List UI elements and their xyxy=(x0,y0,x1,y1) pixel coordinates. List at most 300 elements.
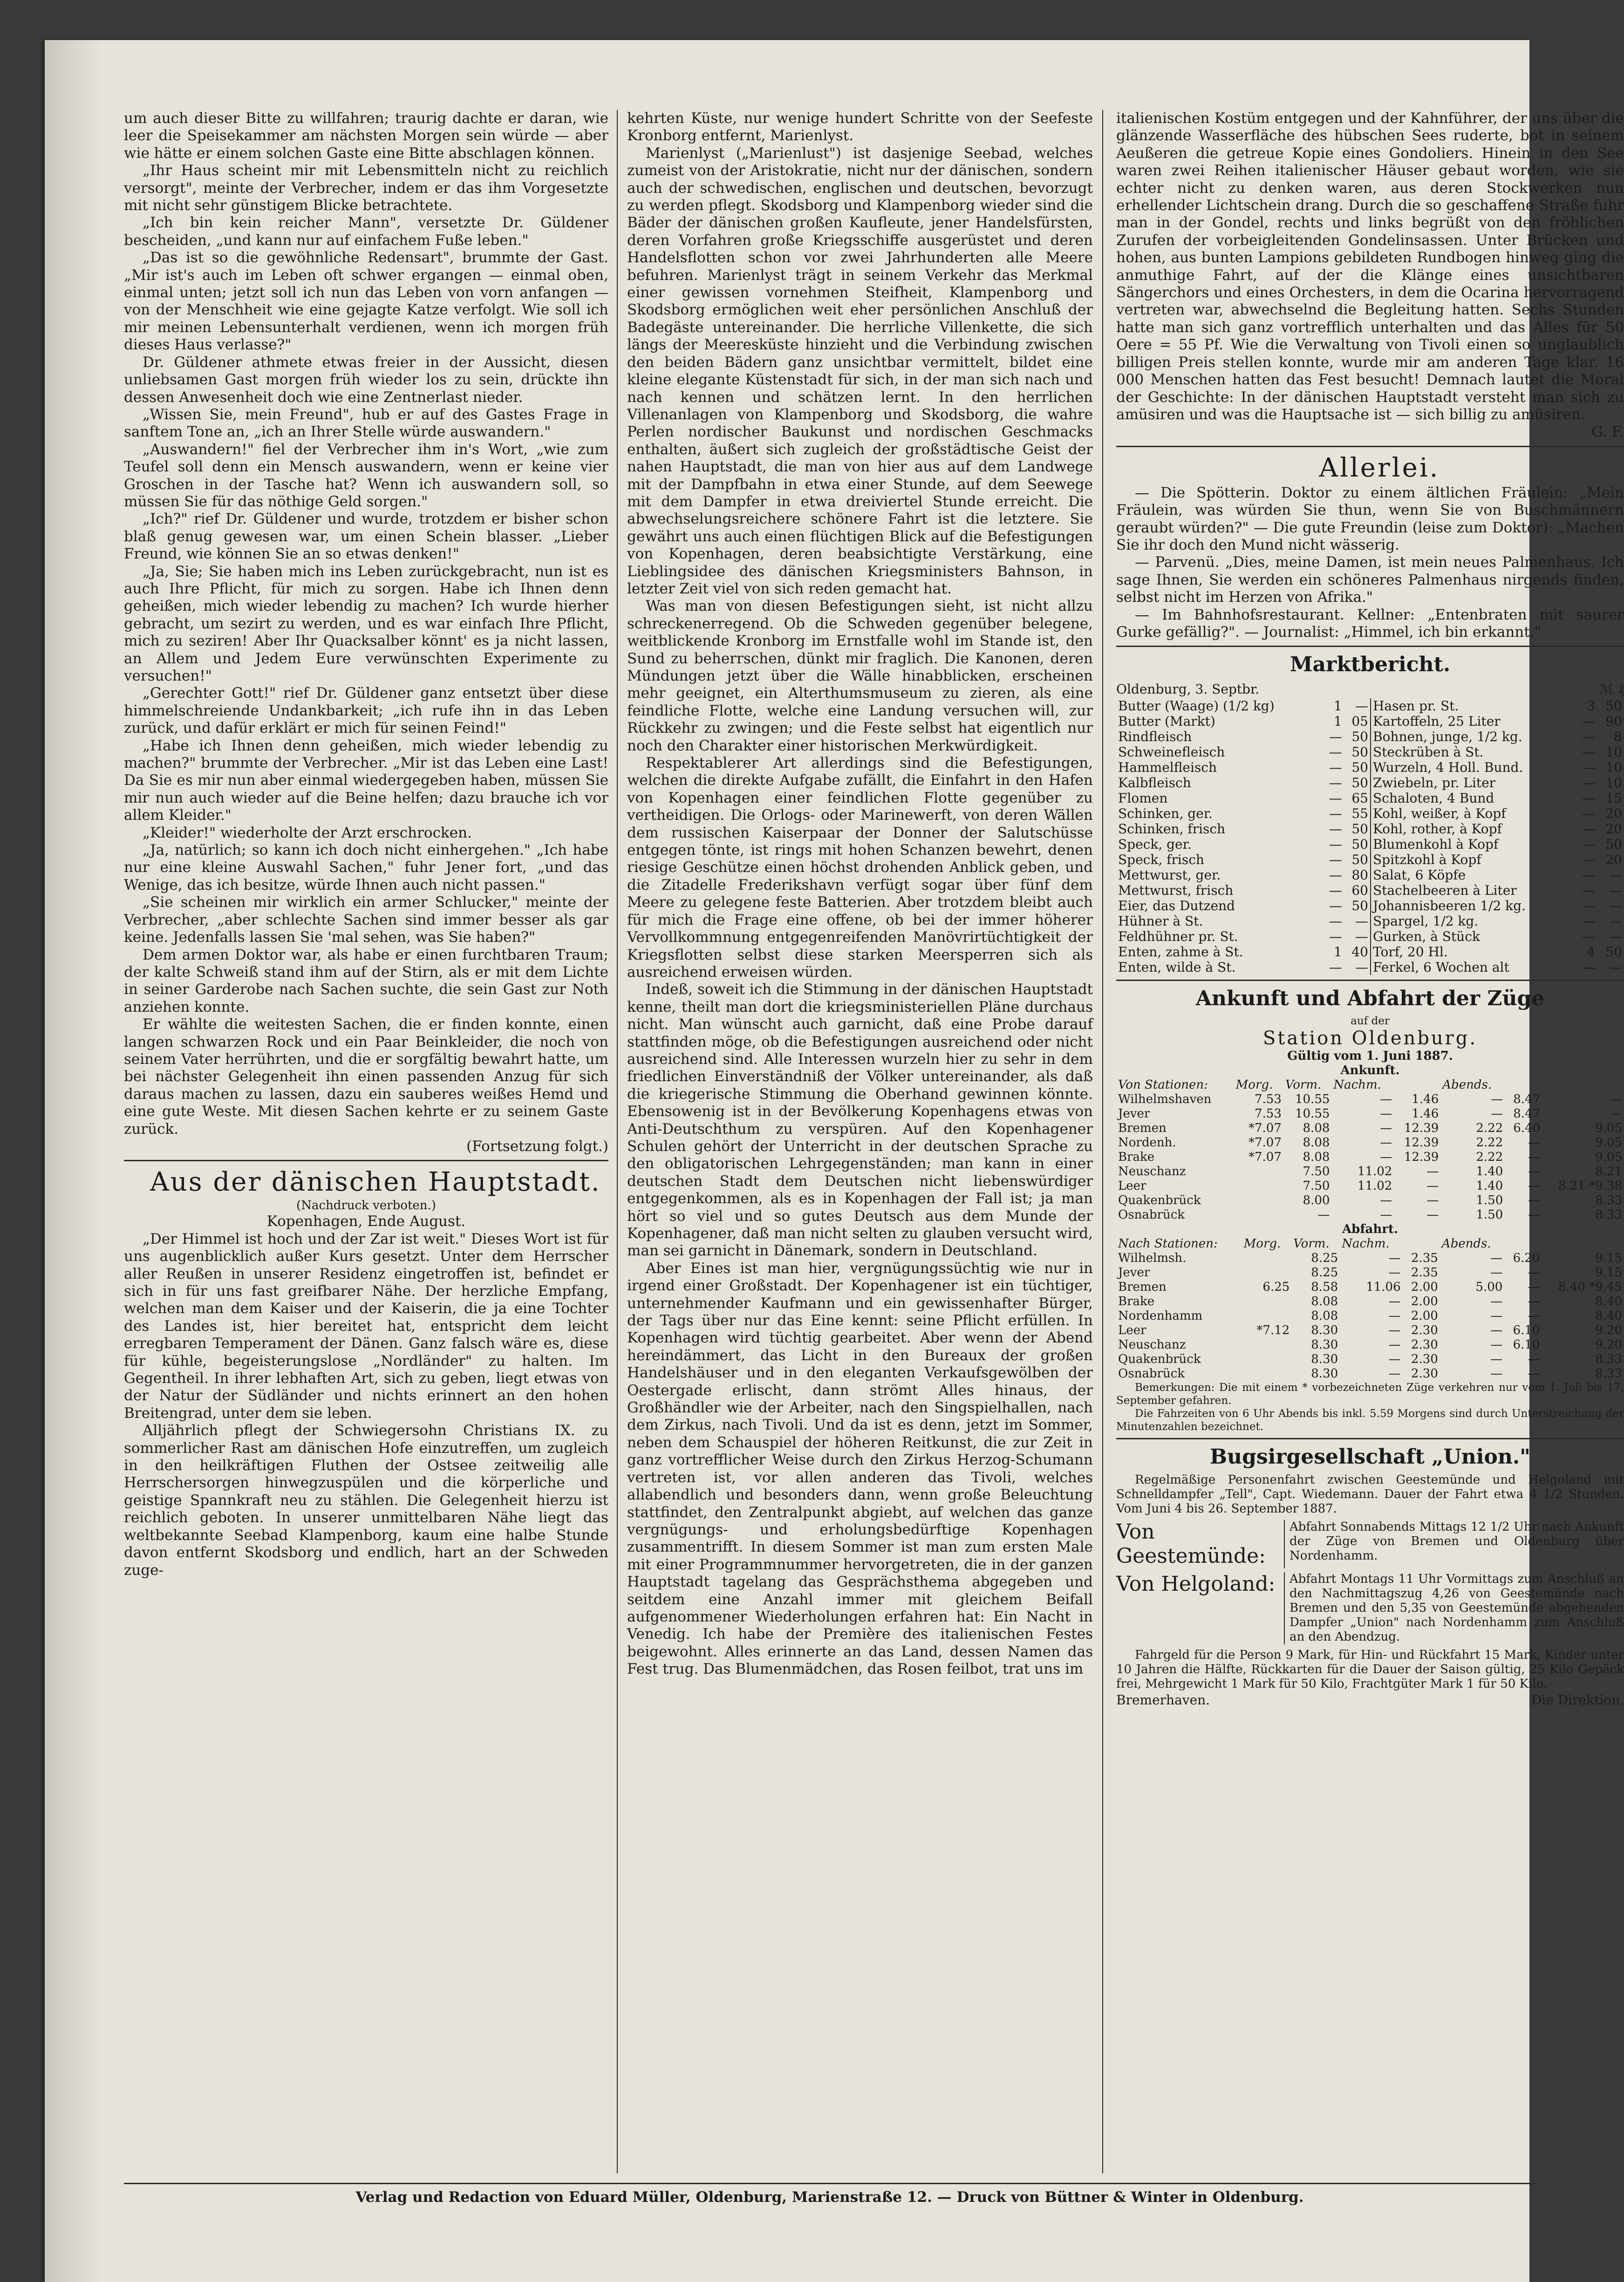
table-cell: 40 xyxy=(1351,944,1368,960)
table-cell: 2.30 xyxy=(1411,1337,1438,1352)
table-cell: — xyxy=(1329,913,1342,929)
table-cell: 11.06 xyxy=(1366,1280,1401,1294)
table-cell: — xyxy=(1388,1251,1401,1265)
table-cell: Kalbfleisch xyxy=(1118,775,1191,790)
table-cell: — xyxy=(1528,1164,1541,1178)
paragraph: Dem armen Doktor war, als habe er einen furchtbaren Traum; der kalte Schweiß stand ihm auf der Stirn, als er mit dem Lichte in seiner Garderobe nach Sachen suchte, die sein Gast zur Noth anziehen konnte. xyxy=(124,946,608,1015)
table-cell: — xyxy=(1582,928,1596,944)
table-cell: — xyxy=(1380,1207,1392,1222)
table-row xyxy=(1371,944,1624,960)
section-divider xyxy=(1116,980,1624,981)
table-cell: Butter (Markt) xyxy=(1118,713,1215,729)
table-row xyxy=(1371,790,1624,806)
table-cell: 8.47 xyxy=(1513,1092,1541,1106)
table-cell: 8.33 xyxy=(1595,1193,1622,1207)
table-row xyxy=(1371,837,1624,852)
table-row xyxy=(1371,729,1624,744)
table-cell: 10.55 xyxy=(1295,1092,1330,1106)
table-cell: Kohl, weißer, à Kopf xyxy=(1373,805,1506,821)
table-cell: — xyxy=(1491,1092,1503,1106)
table-cell: — xyxy=(1582,836,1596,852)
column-header: Abends. xyxy=(1442,1077,1492,1092)
paragraph: Er wählte die weitesten Sachen, die er finden konnte, einen langen schwarzen Rock und ein Paar Beinkleider, die noch von seinem Vater herrührten, und die er sorgfältig bewahrt hatte, um bei nächster Gelegenheit ihn einen passenden Anzug für sich daraus machen zu lassen, dazu ein sauberes weißes Hemd und eine gute Weste. Mit diesen Sachen kehrte er zu seinem Gaste zurück. xyxy=(124,1016,608,1138)
table-cell: Hammelfleisch xyxy=(1118,759,1217,775)
table-cell: Leer xyxy=(1118,1178,1146,1193)
table-cell: 8.40 xyxy=(1595,1308,1622,1323)
table-cell: 7.53 xyxy=(1255,1106,1282,1121)
table-cell: Spitzkohl à Kopf xyxy=(1373,851,1481,867)
table-cell: 6.25 xyxy=(1262,1280,1290,1294)
table-row xyxy=(1116,837,1370,852)
column-3 xyxy=(1116,110,1624,2176)
market-date: Oldenburg, 3. Septbr. xyxy=(1116,681,1260,697)
table-cell: 1.40 xyxy=(1476,1164,1503,1178)
article-signature: G. F. xyxy=(1591,423,1624,441)
table-cell: — xyxy=(1610,1092,1622,1106)
table-cell: 1.40 xyxy=(1476,1178,1503,1193)
table-cell: 8.08 xyxy=(1311,1294,1338,1308)
table-cell: Quakenbrück xyxy=(1118,1352,1201,1366)
table-cell: Torf, 20 Hl. xyxy=(1373,944,1448,960)
table-cell: 2.22 xyxy=(1476,1121,1503,1135)
table-cell: 15 xyxy=(1605,790,1622,806)
column-header: Nachm. xyxy=(1342,1236,1390,1251)
table-cell: 2.30 xyxy=(1411,1366,1438,1381)
table-cell: Feldhühner pr. St. xyxy=(1118,928,1238,944)
ship-intro: Regelmäßige Personenfahrt zwischen Geestemünde und Helgoland mit Schnelldampfer „Tell", Capt. Wiedemann. Dauer der Fahrt etwa 4 1/2 Stunden. Vom Juni 4 bis 26. September 1887. xyxy=(1116,1472,1624,1516)
table-cell: 2.00 xyxy=(1411,1294,1438,1308)
paragraph: Alljährlich pflegt der Schwiegersohn Christians IX. zu sommerlicher Rast am dänischen Hofe einzutreffen, um zugleich in den heilkräftigen Fluthen der Ostsee zeitweilig alle Herrschersorgen hinwegzuspülen und die körperliche und geistige Spannkraft neu zu stählen. Die Gelegenheit hierzu ist reichlich geboten. In unserer unmittelbaren Nähe liegt das weltbekannte Seebad Klampenborg, kaum eine halbe Stunde davon entfernt Skodsborg und endlich, hart an der Schweden zuge- xyxy=(124,1422,608,1579)
table-row xyxy=(1116,1266,1624,1280)
table-row xyxy=(1116,960,1370,975)
table-row xyxy=(1371,929,1624,944)
table-cell: — xyxy=(1582,713,1596,729)
table-cell: — xyxy=(1490,1352,1503,1366)
table-row xyxy=(1371,852,1624,867)
table-cell: — xyxy=(1355,698,1368,714)
ship-route-row xyxy=(1116,1520,1624,1568)
imprint-footer: Verlag und Redaction von Eduard Müller, Oldenburg, Marienstraße 12. — Druck von Büttner & Winter in Oldenburg. xyxy=(124,2183,1535,2206)
table-cell: — xyxy=(1528,1366,1540,1381)
ship-route-row xyxy=(1116,1572,1624,1644)
table-cell: Gurken, à Stück xyxy=(1373,928,1480,944)
market-table-right xyxy=(1370,698,1624,975)
table-cell: — xyxy=(1490,1294,1503,1308)
table-row xyxy=(1371,913,1624,929)
table-cell: Spargel, 1/2 kg. xyxy=(1373,913,1479,929)
table-cell: — xyxy=(1491,1106,1503,1121)
table-row xyxy=(1116,729,1370,744)
table-cell: — xyxy=(1609,898,1622,913)
table-cell: 3 xyxy=(1587,698,1596,714)
table-cell: 8.33 xyxy=(1595,1366,1622,1381)
table-cell: — xyxy=(1355,928,1368,944)
table-cell: 50 xyxy=(1605,698,1622,714)
table-cell: — xyxy=(1528,1352,1540,1366)
table-cell: 2.35 xyxy=(1411,1265,1438,1280)
table-cell: 1.50 xyxy=(1476,1193,1503,1207)
table-cell: Mettwurst, ger. xyxy=(1118,867,1221,883)
table-row xyxy=(1116,760,1370,775)
table-row xyxy=(1116,898,1370,913)
table-cell: Wilhelmshaven xyxy=(1118,1092,1212,1106)
table-row xyxy=(1371,744,1624,760)
section-divider xyxy=(1116,446,1624,447)
table-cell xyxy=(1242,1338,1292,1352)
column-header xyxy=(1403,1237,1440,1251)
table-cell: Leer xyxy=(1118,1323,1146,1337)
table-cell: 50 xyxy=(1351,851,1368,867)
table-cell: 20 xyxy=(1605,851,1622,867)
table-cell: — xyxy=(1329,882,1342,898)
table-cell: Jever xyxy=(1118,1265,1150,1280)
column-header: Vorm. xyxy=(1293,1236,1330,1251)
table-row xyxy=(1116,1107,1624,1121)
paragraph: italienischen Kostüm entgegen und der Kahnführer, der uns über die glänzende Wasserfläche des hübschen Sees ruderte, bot in seinem Aeußeren die getreue Kopie eines Gondoliers. Hinein in den See waren zwei Reihen italienischer Häuser gebaut worden, wie sie echter nicht zu denken waren, aus deren Stockwerken nun erhellender Lichtschein drang. Durch die so geschaffene Straße fuhr man in der Gondel, rechts und links begrüßt von den fröhlichen Zurufen der vorbeigleitenden Gondelinsassen. Unter Brücken und hohen, aus bunten Lampions gebildeten Rundbogen hinweg ging die anmuthige Fahrt, auf der die Klänge eines unsichtbaren Sängerchors und eines Orchesters, in dem die Ocarina hervorragend vertreten war, abwechselnd die Begleitung hatten. Sechs Stunden hatte man sich ganz vortrefflich unterhalten und das Alles für 50 Oere = 55 Pf. Wie die Verwaltung von Tivoli einen so unglaublich billigen Preis stellen konnte, wurde mir am anderen Tage klar. 16 000 Menschen hatten das Fest besucht! Demnach lautet die Moral der Geschichte: In der dänischen Hauptstadt versteht man sich zu amüsiren und was die Hauptsache ist — sich billig zu amüsiren. xyxy=(1116,110,1624,423)
column-1 xyxy=(124,110,608,2176)
table-cell xyxy=(1242,1367,1292,1381)
table-cell: 8.30 xyxy=(1311,1366,1338,1381)
section-divider xyxy=(1116,646,1624,647)
table-cell: 50 xyxy=(1605,836,1622,852)
paragraph: „Ja, natürlich; so kann ich doch nicht einhergehen." „Ich habe nur eine kleine Auswahl Sachen," fuhr Jener fort, „und das Wenige, das ich besitze, würde Ihnen auch nicht passen." xyxy=(124,842,608,893)
table-cell: Salat, 6 Köpfe xyxy=(1373,867,1466,883)
table-cell xyxy=(1242,1251,1292,1266)
table-cell: 10 xyxy=(1605,744,1622,760)
paragraph: Dr. Güldener athmete etwas freier in der Aussicht, diesen unliebsamen Gast morgen früh wieder los zu sein, drückte ihn dessen Anwesenheit doch wie eine Zentnerlast nieder. xyxy=(124,354,608,406)
table-cell: — xyxy=(1490,1251,1503,1265)
table-cell: — xyxy=(1609,959,1622,975)
table-cell: — xyxy=(1329,775,1342,790)
table-cell: 1 xyxy=(1333,698,1342,714)
table-cell: — xyxy=(1388,1337,1401,1352)
table-row xyxy=(1371,760,1624,775)
paragraph: „Wissen Sie, mein Freund", hub er auf des Gastes Frage in sanftem Tone an, „ich an Ihrer Stelle würde auswandern." xyxy=(124,406,608,441)
column-header xyxy=(1394,1078,1440,1092)
table-row xyxy=(1116,698,1370,714)
table-cell: — xyxy=(1490,1366,1503,1381)
station-name: Station Oldenburg. xyxy=(1262,1027,1478,1049)
table-cell: 1.50 xyxy=(1476,1207,1503,1222)
table-cell: 2.35 xyxy=(1411,1251,1438,1265)
trains-note: Die Fahrzeiten von 6 Uhr Abends bis inkl. 5.59 Morgens sind durch Unterstreichung der Minutenzahlen bezeichnet. xyxy=(1116,1407,1624,1433)
section-divider xyxy=(1116,1438,1624,1439)
table-cell: 90 xyxy=(1605,713,1622,729)
table-row xyxy=(1371,883,1624,898)
table-cell xyxy=(1242,1309,1292,1323)
table-cell: 7.53 xyxy=(1255,1092,1282,1106)
table-cell: — xyxy=(1609,882,1622,898)
table-row xyxy=(1116,1352,1624,1367)
table-cell: 8.08 xyxy=(1303,1150,1330,1164)
paragraph: „Kleider!" wiederholte der Arzt erschrocken. xyxy=(143,824,472,841)
paragraph: Respektablerer Art allerdings sind die Befestigungen, welchen die direkte Aufgabe zufällt, die Einfahrt in den Hafen von Kopenhagen einer feindlichen Flotte gegenüber zu vertheidigen. Die Orlogs- oder Marinewerft, von deren Wällen dem russischen Kaiserpaar der Donner der Salutschüsse entgegen tönte, ist rings mit hohen Schanzen bewehrt, denen riesige Geschütze einen höchst drohenden Anblick geben, und die Zitadelle Frederikshavn verfügt sogar über fünf dem Meere zu gelegene feste Batterien. Aber trotzdem bleibt auch für mich die Frage eine offene, ob bei der immer höherer Vervollkommnung entgegenreifenden Manövrirtüchtigkeit der Kriegsflotten selbst diese starken Meersperren sich als ausreichend erweisen würden. xyxy=(627,755,1093,981)
paragraph: „Das ist so die gewöhnliche Redensart", brummte der Gast. „Mir ist's auch im Leben oft schwer ergangen — einmal oben, einmal unten; jetzt soll ich nun das Leben von vorn anfangen — von der Menschheit wie eine gejagte Katze verfolgt. Wie soll ich mir meinen Lebensunterhalt verdienen, wenn ich morgen früh dieses Haus verlasse?" xyxy=(124,249,608,354)
table-cell: — xyxy=(1380,1150,1392,1164)
article-title: Aus der dänischen Hauptstadt. xyxy=(150,1167,601,1198)
table-cell: 11.02 xyxy=(1357,1178,1392,1193)
table-cell: 6.10 xyxy=(1513,1323,1540,1337)
table-row xyxy=(1116,929,1370,944)
table-cell: 1.46 xyxy=(1412,1092,1439,1106)
table-row xyxy=(1116,1092,1624,1107)
table-cell: 4 xyxy=(1587,944,1596,960)
table-cell: 8.47 xyxy=(1513,1106,1541,1121)
table-cell: Bremen xyxy=(1118,1121,1167,1135)
table-cell: Neuschanz xyxy=(1118,1164,1186,1178)
table-row xyxy=(1116,1136,1624,1150)
table-cell: — xyxy=(1329,898,1342,913)
table-row xyxy=(1371,898,1624,913)
table-cell: 9.20 xyxy=(1595,1323,1622,1337)
ship-fares: Fahrgeld für die Person 9 Mark, für Hin- und Rückfahrt 15 Mark, Kinder unter 10 Jahren die Hälfte, Rückkarten für die Dauer der Saison gültig, 25 Kilo Gepäck frei, Mehrgewicht 1 Mark für 50 Kilo, Frachtgüter Mark 1 für 50 Kilo. xyxy=(1116,1648,1624,1691)
paragraph: Marienlyst („Marienlust") ist dasjenige Seebad, welches zumeist von der Aristokratie, nicht nur der dänischen, sondern auch der schwedischen, englischen und deutschen, bevorzugt zu werden pflegt. Skodsborg und Klampenborg wieder sind die Bäder der dänischen großen Kaufleute, jener Handelsfürsten, deren Vorfahren große Kriegsschiffe ausgerüstet und deren Handelsflotten schon vor zwei Jahrhunderten alle Meere befuhren. Marienlyst trägt in seinem Verkehr das Merkmal einer gewissen vornehmen Steifheit, Klampenborg und Skodsborg ermöglichen weit eher persönlichen Anschluß der Badegäste untereinander. Die herrliche Villenkette, die sich längs der Meeresküste hinzieht und die Verbindung zwischen den beiden Bädern ganz unsichtbar vermittelt, bildet eine kleine elegante Küstenstadt für sich, in der man sich nach und nach kennen und schätzen lernt. In den herrlichen Villenanlagen von Klampenborg und Skodsborg, die wahre Perlen nordischer Baukunst und nordischen Geschmacks enthalten, äußert sich zugleich der großstädtische Geist der nahen Hauptstadt, die man von hier aus auf dem Landwege mit der Dampfbahn in etwa einer Stunde, auf dem Seewege mit dem Dampfer in etwa dreiviertel Stunde erreicht. Die abwechselungsreichere schönere Fahrt ist die letztere. Sie gewährt uns auch einen flüchtigen Blick auf die Befestigungen von Kopenhagen, deren beabsichtigte Verstärkung, eine Lieblingsidee des dänischen Kriegsministers Bahnson, in letzter Zeit viel von sich reden gemacht hat. xyxy=(627,144,1093,597)
table-cell: 11.02 xyxy=(1357,1164,1392,1178)
anecdote: — Im Bahnhofsrestaurant. Kellner: „Entenbraten mit saurer Gurke gefällig?". — Journalist: „Himmel, ich bin erkannt." xyxy=(1116,606,1624,640)
anecdote: — Parvenü. „Dies, meine Damen, ist mein neues Palmenhaus. Ich sage Ihnen, Sie werden ein schöneres Palmenhaus nirgends finden, selbst nicht im Herzen von Afrika." xyxy=(1116,554,1624,606)
table-cell: — xyxy=(1329,790,1342,806)
table-row xyxy=(1116,1294,1624,1309)
trains-title: Ankunft und Abfahrt der Züge xyxy=(1195,986,1545,1010)
table-cell: 8.21 xyxy=(1595,1164,1622,1178)
table-cell: — xyxy=(1355,959,1368,975)
table-cell: Blumenkohl à Kopf xyxy=(1373,836,1499,852)
newspaper-page xyxy=(45,40,1624,2282)
arrival-heading: Ankunft. xyxy=(1340,1063,1400,1077)
table-row xyxy=(1116,1121,1624,1136)
table-cell: — xyxy=(1329,821,1342,837)
departure-heading: Abfahrt. xyxy=(1342,1222,1399,1236)
continuation-note: (Fortsetzung folgt.) xyxy=(466,1138,608,1155)
paragraph: Indeß, soweit ich die Stimmung in der dänischen Hauptstadt kenne, theilt man dort die kriegsministeriellen Pläne durchaus nicht. Man wünscht auch garnicht, daß eine Probe darauf stattfinden möge, ob die Befestigungen ausreichend oder nicht ausreichend sind. Alle Interessen wurzeln hier zu sehr in dem friedlichen Einverständniß der Völker untereinander, als daß die kriegerische Stimmung die Oberhand gewinnen könnte. Ebensowenig ist in der Bevölkerung Kopenhagens etwas von Anti-Deutschthum zu verspüren. Auf den Kopenhagener Schulen gehört der Unterricht in der deutschen Sprache zu den obligatorischen Lehrgegenständen; man kann in einer deutschen Stadt dem Deutschen nicht liebenswürdiger entgegenkommen, als es in Kopenhagen der Fall ist; ja man hört so viel und so gutes Deutsch aus dem Munde der Kopenhagener, daß man nicht selten zu glauben versucht wird, man sei garnicht in Dänemark, sondern in Deutschland. xyxy=(627,981,1093,1260)
table-cell: *7.12 xyxy=(1256,1323,1290,1337)
table-cell: 12.39 xyxy=(1404,1135,1439,1150)
paragraph: um auch dieser Bitte zu willfahren; traurig dachte er daran, wie leer die Speisekammer am nächsten Morgen sein würde — aber wie hätte er einem solchen Gaste eine Bitte abschlagen können. xyxy=(124,110,608,162)
table-cell: Speck, ger. xyxy=(1118,836,1192,852)
table-cell: — xyxy=(1329,928,1342,944)
table-cell: 8.25 xyxy=(1311,1251,1338,1265)
table-cell: Hühner à St. xyxy=(1118,913,1203,929)
trains-subtitle: auf der xyxy=(1351,1015,1390,1027)
table-cell: Eier, das Dutzend xyxy=(1118,898,1235,913)
table-cell: 10 xyxy=(1605,775,1622,790)
table-row xyxy=(1116,790,1370,806)
table-cell: — xyxy=(1582,790,1596,806)
arrivals-table xyxy=(1116,1078,1624,1222)
table-cell: *7.07 xyxy=(1249,1150,1282,1164)
table-cell: 8.33 xyxy=(1595,1207,1622,1222)
table-cell: Rindfleisch xyxy=(1118,729,1192,744)
table-row xyxy=(1116,883,1370,898)
table-cell: — xyxy=(1380,1121,1392,1135)
table-cell: — xyxy=(1490,1265,1503,1280)
paragraph: „Auswandern!" fiel der Verbrecher ihm in's Wort, „wie zum Teufel soll denn ein Mensch auswandern, wenn er keine vier Groschen in der Tasche hat? Wenn ich auswandern soll, so müssen Sie für das nöthige Geld sorgen." xyxy=(124,441,608,510)
table-cell: Schinken, ger. xyxy=(1118,805,1213,821)
table-cell xyxy=(1242,1294,1292,1309)
table-cell: — xyxy=(1528,1294,1540,1308)
table-cell: — xyxy=(1583,959,1596,975)
column-header: Abends. xyxy=(1441,1236,1491,1251)
table-cell: 65 xyxy=(1351,790,1368,806)
table-cell: 60 xyxy=(1351,882,1368,898)
table-cell: 05 xyxy=(1351,713,1368,729)
table-cell: 2.30 xyxy=(1411,1323,1438,1337)
table-cell: Bohnen, junge, 1/2 kg. xyxy=(1373,729,1522,744)
table-cell: 7.50 xyxy=(1303,1178,1330,1193)
paragraph: Aber Eines ist man hier, vergnügungssüchtig wie nur in irgend einer Großstadt. Der Kopenhagener ist ein tüchtiger, unternehmender Kaufmann und ein gewissenhafter Bürger, der Tags über nur das Eine kennt: seine Pflicht erfüllen. In Kopenhagen wird tüchtig gearbeitet. Aber wenn der Abend hereindämmert, das Licht in den Bureaux der großen Handelshäuser und in den eleganten Verkaufsgewölben der Oestergade erlischt, dann strömt Alles hinaus, der Großhändler wie der Arbeiter, nach den Singspielhallen, nach dem Zirkus, nach Tivoli. Und da ist es denn, jetzt im Sommer, neben dem Schauspiel der höheren Reitkunst, die zur Zeit in ganz vortrefflicher Weise durch den Zirkus Herzog-Schumann vertreten ist, vor allen anderen das Tivoli, welches allabendlich und besonders dann, wenn große Beleuchtung stattfindet, den Zentralpunkt abgiebt, auf welchen das ganze vergnügungs- und erholungsbedürftige Kopenhagen zusammentrifft. In diesem Sommer ist man zum ersten Male mit einer Programmnummer hervorgetreten, die in der ganzen Hauptstadt tagelang das Gesprächsthema abgegeben und seitdem eine Anzahl immer mit gleichem Beifall aufgenommener Wiederholungen erfahren hat: Ein Nacht in Venedig. Ich habe der Première des italienischen Festes beigewohnt. Alles erinnerte an das Land, dessen Namen das Fest trug. Das Blumenmädchen, das Rosen feilbot, trat uns im xyxy=(627,1260,1093,1678)
table-cell: Mettwurst, frisch xyxy=(1118,882,1234,898)
table-cell: *7.07 xyxy=(1249,1121,1282,1135)
table-cell: Quakenbrück xyxy=(1118,1193,1201,1207)
table-cell: Enten, zahme à St. xyxy=(1118,944,1243,960)
table-cell: Butter (Waage) (1/2 kg) xyxy=(1118,698,1275,714)
table-cell: 8.40 *9.45 xyxy=(1558,1280,1622,1294)
table-cell: 50 xyxy=(1351,729,1368,744)
table-cell: Hasen pr. St. xyxy=(1373,698,1459,714)
table-cell: 2.00 xyxy=(1411,1280,1438,1294)
table-cell: Wilhelmsh. xyxy=(1118,1251,1187,1265)
table-cell: — xyxy=(1528,1178,1541,1193)
table-cell: — xyxy=(1582,882,1596,898)
table-cell: — xyxy=(1380,1135,1392,1150)
table-cell: 2.00 xyxy=(1411,1308,1438,1323)
table-cell: — xyxy=(1490,1337,1503,1352)
table-cell xyxy=(1242,1352,1292,1367)
table-cell: — xyxy=(1528,1265,1540,1280)
table-cell: — xyxy=(1582,867,1596,883)
table-cell: — xyxy=(1380,1193,1392,1207)
table-cell: 20 xyxy=(1605,821,1622,837)
table-cell: 9.15 xyxy=(1595,1265,1622,1280)
paragraph: „Ich?" rief Dr. Güldener und wurde, trotzdem er bisher schon blaß genug gewesen war, um einen Schein blasser. „Lieber Freund, wie können Sie an so etwas denken!" xyxy=(124,511,608,563)
table-cell: 6.40 xyxy=(1513,1121,1541,1135)
column-header: Nach Stationen: xyxy=(1118,1236,1218,1251)
table-cell: — xyxy=(1426,1193,1439,1207)
table-cell: Jever xyxy=(1118,1106,1150,1121)
table-cell: 8 xyxy=(1614,729,1622,744)
table-cell: Kohl, rother, à Kopf xyxy=(1373,821,1502,837)
reprint-note: (Nachdruck verboten.) xyxy=(296,1199,436,1213)
table-cell: — xyxy=(1388,1323,1401,1337)
table-cell: 8.30 xyxy=(1311,1352,1338,1366)
table-cell: 2.30 xyxy=(1411,1352,1438,1366)
table-cell xyxy=(1234,1208,1283,1222)
table-cell: Bremen xyxy=(1118,1280,1167,1294)
table-cell: — xyxy=(1582,851,1596,867)
paragraph: „Ihr Haus scheint mir mit Lebensmitteln nicht zu reichlich versorgt", meinte der Verbrecher, indem er das ihm Vorgesetzte mit nicht sehr günstigem Blicke betrachtete. xyxy=(124,162,608,214)
table-cell: — xyxy=(1582,821,1596,837)
column-rule xyxy=(1102,110,1103,2173)
column-header: Morg. xyxy=(1243,1236,1281,1251)
table-cell: — xyxy=(1329,744,1342,760)
table-cell: — xyxy=(1380,1092,1392,1106)
table-row xyxy=(1116,1150,1624,1165)
table-cell: — xyxy=(1609,913,1622,929)
table-cell: Nordenh. xyxy=(1118,1135,1176,1150)
table-cell: — xyxy=(1329,759,1342,775)
table-cell: Osnabrück xyxy=(1118,1366,1185,1381)
table-cell: — xyxy=(1582,775,1596,790)
table-cell: Steckrüben à St. xyxy=(1373,744,1484,760)
table-row xyxy=(1371,867,1624,883)
table-cell: 2.22 xyxy=(1476,1150,1503,1164)
table-cell: Kartoffeln, 25 Liter xyxy=(1373,713,1501,729)
table-cell: Brake xyxy=(1118,1294,1155,1308)
table-cell: 8.40 xyxy=(1595,1294,1622,1308)
table-cell: — xyxy=(1388,1308,1401,1323)
allerlei-title: Allerlei. xyxy=(1319,452,1440,483)
table-cell: 50 xyxy=(1351,775,1368,790)
paragraph: „Habe ich Ihnen denn geheißen, mich wieder lebendig zu machen?" brummte der Verbrecher. „Mir ist das Leben eine Last! Da Sie es mir nun aber einmal wiedergegeben haben, müssen Sie mir nun auch wieder auf die Beine helfen; dazu brauche ich vor allem Kleider." xyxy=(124,737,608,824)
table-cell: — xyxy=(1329,851,1342,867)
table-row xyxy=(1116,913,1370,929)
table-cell: — xyxy=(1582,805,1596,821)
table-cell: 8.21 *9.38 xyxy=(1558,1178,1622,1193)
ship-company-title: Bugsirgesellschaft „Union." xyxy=(1209,1444,1531,1469)
trains-note: Bemerkungen: Die mit einem * vorbezeichneten Züge verkehren nur vom 1. Juli bis 17. September gefahren. xyxy=(1116,1381,1624,1407)
table-cell: Schinken, frisch xyxy=(1118,821,1226,837)
table-cell: Zwiebeln, pr. Liter xyxy=(1373,775,1496,790)
column-rule xyxy=(617,110,618,2173)
table-cell: 9.20 xyxy=(1595,1337,1622,1352)
table-cell: 8.08 xyxy=(1303,1135,1330,1150)
table-cell: 20 xyxy=(1605,805,1622,821)
paragraph: „Gerechter Gott!" rief Dr. Güldener ganz entsetzt über diese himmelschreiende Undankbarkeit; „ich rufe ihn in das Leben zurück, und dafür erklärt er mich für seinen Feind!" xyxy=(124,685,608,737)
table-cell: — xyxy=(1388,1294,1401,1308)
table-row xyxy=(1371,714,1624,729)
table-row xyxy=(1116,867,1370,883)
paragraph: „Ja, Sie; Sie haben mich ins Leben zurückgebracht, nun ist es auch Ihre Pflicht, für mich zu sorgen. Habe ich Ihnen denn geheißen, mich wieder lebendig zu machen? Ich wurde hierher gebracht, um sezirt zu werden, und es war einfach Ihre Pflicht, mich zu seziren! Aber Ihr Quacksalber könnt' es ja nicht lassen, an Allem und Jedem Eure verwünschten Experimente zu versuchen!" xyxy=(124,563,608,684)
page-gutter xyxy=(45,40,101,2282)
table-cell: 8.08 xyxy=(1311,1308,1338,1323)
table-cell: — xyxy=(1355,913,1368,929)
ship-signature: Die Direktion. xyxy=(1531,1692,1624,1708)
table-cell: 8.25 xyxy=(1311,1265,1338,1280)
table-cell: — xyxy=(1426,1178,1439,1193)
table-cell: 50 xyxy=(1605,944,1622,960)
table-cell: — xyxy=(1528,1135,1541,1150)
table-cell: 6.10 xyxy=(1513,1337,1540,1352)
table-row xyxy=(1116,806,1370,821)
table-cell: Osnabrück xyxy=(1118,1207,1185,1222)
table-cell: 50 xyxy=(1351,759,1368,775)
table-cell: 1 xyxy=(1333,944,1342,960)
table-cell: Nordenhamm xyxy=(1118,1308,1203,1323)
paragraph: „Ich bin kein reicher Mann", versetzte Dr. Güldener bescheiden, „und kann nur auf einfachem Fuße leben." xyxy=(124,214,608,249)
table-cell xyxy=(1242,1266,1292,1280)
table-row xyxy=(1116,944,1370,960)
table-cell: — xyxy=(1329,959,1342,975)
column-header: Von Stationen: xyxy=(1118,1077,1208,1092)
table-cell: Johannisbeeren 1/2 kg. xyxy=(1373,898,1526,913)
table-cell: 10 xyxy=(1605,759,1622,775)
table-cell: Stachelbeeren à Liter xyxy=(1373,882,1517,898)
route-text: Abfahrt Montags 11 Uhr Vormittags zum Anschluß an den Nachmittagszug 4,26 von Geestemünde nach Bremen und den 5,35 von Geestemünde abgehenden Dampfer „Union" nach Nordenhamm zum Anschluß an den Abendzug. xyxy=(1284,1572,1624,1644)
table-cell: — xyxy=(1380,1106,1392,1121)
departures-table xyxy=(1116,1237,1624,1381)
table-cell: Wurzeln, 4 Holl. Bund. xyxy=(1373,759,1523,775)
dateline: Kopenhagen, Ende August. xyxy=(266,1213,466,1230)
table-row xyxy=(1371,960,1624,975)
table-cell: — xyxy=(1528,1308,1540,1323)
table-cell: 12.39 xyxy=(1404,1121,1439,1135)
table-row xyxy=(1116,852,1370,867)
table-cell: — xyxy=(1582,729,1596,744)
table-cell: Ferkel, 6 Wochen alt xyxy=(1373,959,1509,975)
table-row xyxy=(1371,806,1624,821)
table-cell: Flomen xyxy=(1118,790,1168,806)
table-cell: 9.05 xyxy=(1595,1135,1622,1150)
